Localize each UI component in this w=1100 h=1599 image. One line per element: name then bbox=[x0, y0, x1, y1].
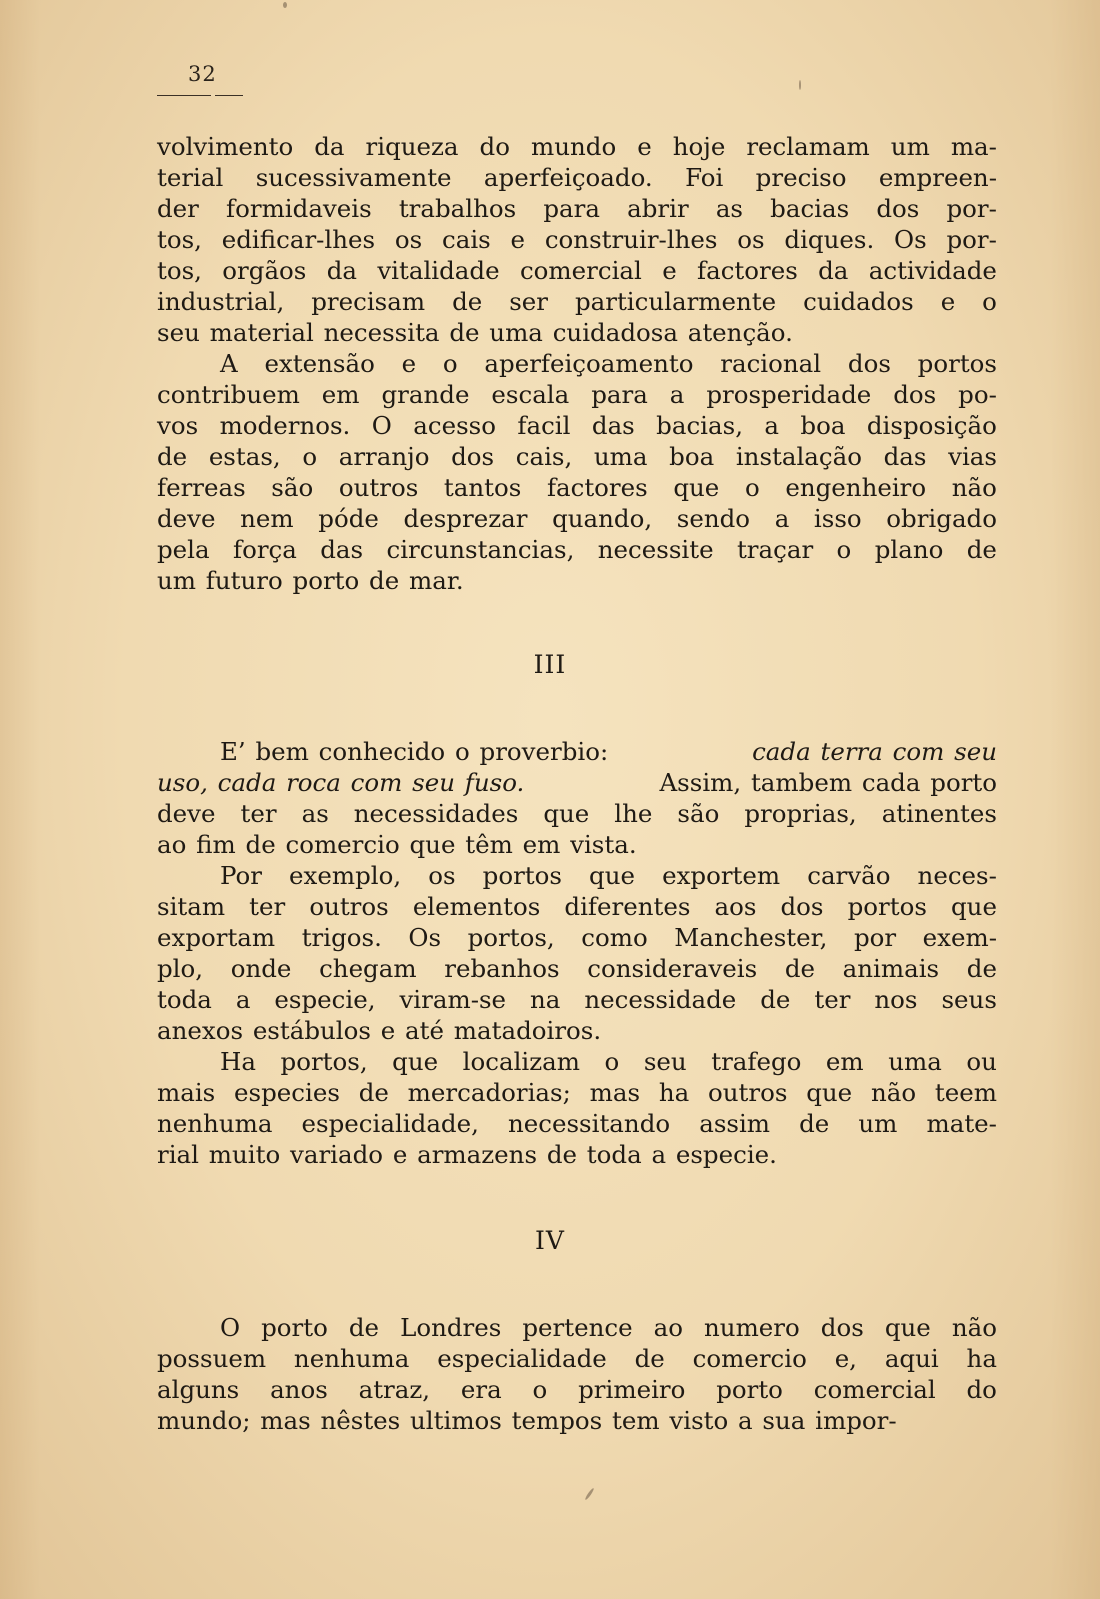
word: quando, bbox=[552, 504, 653, 533]
word: da bbox=[818, 256, 849, 285]
word: elementos bbox=[412, 892, 541, 921]
section-iii-text-block bbox=[157, 736, 997, 1170]
word: mate- bbox=[926, 1109, 997, 1138]
word: aos bbox=[714, 892, 757, 921]
page-number: 32 bbox=[188, 62, 217, 86]
word: por- bbox=[946, 194, 997, 223]
word: aperfeiçoado. bbox=[483, 163, 653, 192]
word: trabalhos bbox=[398, 194, 517, 223]
word: carvão bbox=[807, 861, 891, 890]
word: facil bbox=[517, 411, 571, 440]
word: trafego bbox=[711, 1047, 802, 1076]
word: tantos bbox=[443, 473, 522, 502]
word: em bbox=[321, 380, 360, 409]
word: pertence bbox=[522, 1313, 633, 1342]
word: dos bbox=[780, 892, 824, 921]
text-line: seu material necessita de uma cuidadosa atenção. bbox=[157, 318, 793, 347]
word: o bbox=[982, 287, 997, 316]
word: plo, bbox=[157, 954, 204, 983]
text-line: mundo; mas nêstes ultimos tempos tem visto a sua impor- bbox=[157, 1406, 897, 1435]
page-number-rule bbox=[157, 95, 243, 96]
word: portos bbox=[847, 892, 927, 921]
word: extensão bbox=[264, 349, 375, 378]
word: possuem bbox=[157, 1344, 267, 1373]
section-heading-iii: III bbox=[533, 650, 567, 679]
word: do bbox=[479, 132, 510, 161]
word: o bbox=[744, 473, 760, 502]
word: sucessivamente bbox=[255, 163, 452, 192]
word: O bbox=[220, 1313, 241, 1342]
word: outros bbox=[309, 892, 389, 921]
word: o bbox=[604, 1047, 620, 1076]
word: que bbox=[951, 892, 997, 921]
text-line: um futuro porto de mar. bbox=[157, 566, 464, 595]
word: são bbox=[677, 799, 720, 828]
word: o bbox=[442, 349, 458, 378]
word: dos bbox=[876, 194, 920, 223]
word: os bbox=[394, 225, 423, 254]
word: uma bbox=[593, 442, 648, 471]
word: ou bbox=[966, 1047, 997, 1076]
word: um bbox=[858, 1109, 898, 1138]
text-span: E’ bem conhecido o proverbio: bbox=[220, 737, 609, 766]
word: boa bbox=[800, 411, 846, 440]
text-line: rial muito variado e armazens de toda a especie. bbox=[157, 1140, 777, 1169]
word: circunstancias, bbox=[386, 535, 575, 564]
word: cais, bbox=[515, 442, 573, 471]
word: a bbox=[669, 380, 685, 409]
word: A bbox=[220, 349, 238, 378]
word: porto bbox=[261, 1313, 328, 1342]
text-line bbox=[157, 162, 997, 193]
text-line bbox=[157, 503, 997, 534]
word: ao bbox=[653, 1313, 683, 1342]
word: actividade bbox=[868, 256, 997, 285]
word: especialidade, bbox=[301, 1109, 479, 1138]
word: como bbox=[581, 923, 648, 952]
word: exportem bbox=[662, 861, 781, 890]
word: empreen- bbox=[878, 163, 997, 192]
word: ser bbox=[509, 287, 548, 316]
word: necessidade bbox=[584, 985, 737, 1014]
word: ter bbox=[814, 985, 851, 1014]
word: hoje bbox=[672, 132, 726, 161]
word: a bbox=[774, 504, 790, 533]
text-line bbox=[157, 953, 997, 984]
word: de bbox=[452, 287, 483, 316]
word: de bbox=[348, 1313, 380, 1342]
text-line bbox=[157, 441, 997, 472]
word: trigos. bbox=[301, 923, 382, 952]
text-line: ao fim de comercio que têm em vista. bbox=[157, 830, 637, 859]
word: seu bbox=[643, 1047, 687, 1076]
word: da bbox=[326, 256, 357, 285]
text-line bbox=[157, 379, 997, 410]
word: comercio bbox=[692, 1344, 807, 1373]
word: acesso bbox=[413, 411, 496, 440]
word: dos bbox=[451, 442, 495, 471]
text-line bbox=[157, 410, 997, 441]
word: e bbox=[637, 132, 652, 161]
word: exportam bbox=[157, 923, 276, 952]
text-line bbox=[157, 767, 997, 798]
word: isso bbox=[813, 504, 862, 533]
word: de bbox=[966, 535, 997, 564]
word: Os bbox=[894, 225, 927, 254]
word: que bbox=[673, 473, 720, 502]
section-heading-iv: IV bbox=[535, 1226, 565, 1255]
text-line bbox=[157, 984, 997, 1015]
word: necessidades bbox=[353, 799, 519, 828]
word: ter bbox=[240, 799, 277, 828]
word: os bbox=[428, 861, 456, 890]
word: aperfeiçoamento bbox=[484, 349, 694, 378]
word: arranjo bbox=[338, 442, 430, 471]
word: ma- bbox=[950, 132, 997, 161]
word: o bbox=[532, 1375, 548, 1404]
word: disposição bbox=[866, 411, 997, 440]
paper-speck bbox=[584, 1487, 594, 1500]
word: e bbox=[662, 256, 677, 285]
word: consideraveis bbox=[587, 954, 758, 983]
word: modernos. bbox=[219, 411, 351, 440]
text-line bbox=[157, 1374, 997, 1405]
word: de bbox=[799, 1109, 830, 1138]
word: de bbox=[634, 1344, 665, 1373]
word: der bbox=[157, 194, 199, 223]
word: seus bbox=[941, 985, 997, 1014]
word: póde bbox=[318, 504, 379, 533]
word: preciso bbox=[755, 163, 847, 192]
word: onde bbox=[230, 954, 292, 983]
word: de bbox=[358, 1078, 389, 1107]
word: deve bbox=[157, 504, 216, 533]
word: cais bbox=[442, 225, 491, 254]
word: para bbox=[591, 380, 648, 409]
text-line bbox=[157, 798, 997, 829]
word: não bbox=[951, 1313, 997, 1342]
word: deve bbox=[157, 799, 216, 828]
word: portos bbox=[917, 349, 997, 378]
italic-proverb-part-1: cada terra com seu bbox=[752, 737, 997, 766]
word: a bbox=[235, 985, 251, 1014]
word: de bbox=[157, 442, 188, 471]
text-line bbox=[157, 860, 997, 891]
word: animais bbox=[842, 954, 940, 983]
word: outros bbox=[708, 1078, 788, 1107]
word: prosperidade bbox=[706, 380, 872, 409]
word: as bbox=[301, 799, 329, 828]
word: construir-lhes bbox=[544, 225, 718, 254]
word: das bbox=[591, 411, 635, 440]
section-iv-text-block bbox=[157, 1312, 997, 1436]
word: vos bbox=[157, 411, 199, 440]
word: Os bbox=[408, 923, 442, 952]
word: que bbox=[806, 1078, 853, 1107]
text-line bbox=[157, 534, 997, 565]
word: de bbox=[784, 954, 816, 983]
word: as bbox=[715, 194, 744, 223]
word: outros bbox=[338, 473, 419, 502]
word: mais bbox=[157, 1078, 216, 1107]
word: desprezar bbox=[403, 504, 528, 533]
word: das bbox=[320, 535, 364, 564]
word: o bbox=[302, 442, 318, 471]
word: engenheiro bbox=[785, 473, 927, 502]
word: mas bbox=[589, 1078, 641, 1107]
word: porto bbox=[716, 1375, 783, 1404]
word: por- bbox=[946, 225, 997, 254]
text-line bbox=[157, 193, 997, 224]
word: e bbox=[940, 287, 956, 316]
word: instalação bbox=[735, 442, 862, 471]
word: factores bbox=[697, 256, 798, 285]
word: que bbox=[543, 799, 590, 828]
paper-speck bbox=[799, 80, 801, 90]
word: edificar-lhes bbox=[221, 225, 376, 254]
word: não bbox=[951, 473, 997, 502]
word: sendo bbox=[676, 504, 751, 533]
word: de bbox=[966, 954, 997, 983]
word: traçar bbox=[736, 535, 814, 564]
word: Por bbox=[220, 861, 262, 890]
word: e bbox=[510, 225, 526, 254]
word: que bbox=[589, 861, 636, 890]
word: comercial bbox=[519, 256, 642, 285]
word: Manchester, bbox=[674, 923, 828, 952]
word: tos, bbox=[157, 256, 202, 285]
word: O bbox=[371, 411, 392, 440]
word: e bbox=[401, 349, 417, 378]
word: nos bbox=[874, 985, 918, 1014]
text-line bbox=[157, 1108, 997, 1139]
word: que bbox=[884, 1313, 931, 1342]
word: exemplo, bbox=[289, 861, 402, 890]
word: uma bbox=[888, 1047, 942, 1076]
word: necessitando bbox=[507, 1109, 671, 1138]
word: nenhuma bbox=[293, 1344, 410, 1373]
word: contribuem bbox=[157, 380, 300, 409]
word: plano bbox=[874, 535, 944, 564]
word: abrir bbox=[627, 194, 689, 223]
word: pela bbox=[157, 535, 210, 564]
word: numero bbox=[704, 1313, 800, 1342]
word: racional bbox=[720, 349, 822, 378]
word: Foi bbox=[685, 163, 724, 192]
word: não bbox=[870, 1078, 917, 1107]
word: mercadorias; bbox=[407, 1078, 571, 1107]
word: portos, bbox=[467, 923, 555, 952]
word: nem bbox=[240, 504, 294, 533]
word: era bbox=[460, 1375, 502, 1404]
word: exem- bbox=[922, 923, 997, 952]
word: escala bbox=[491, 380, 570, 409]
word: são bbox=[271, 473, 314, 502]
paper-speck bbox=[283, 2, 287, 8]
word: rebanhos bbox=[444, 954, 560, 983]
word: o bbox=[836, 535, 852, 564]
word: lhe bbox=[614, 799, 653, 828]
intro-text-block bbox=[157, 131, 997, 596]
word: dos bbox=[847, 349, 891, 378]
text-line bbox=[157, 1077, 997, 1108]
word: sitam bbox=[157, 892, 226, 921]
word: riqueza bbox=[365, 132, 459, 161]
word: em bbox=[825, 1047, 864, 1076]
word: por bbox=[853, 923, 897, 952]
word: ter bbox=[249, 892, 286, 921]
word: para bbox=[543, 194, 600, 223]
word: bacias bbox=[770, 194, 850, 223]
word: alguns bbox=[157, 1375, 240, 1404]
word: vitalidade bbox=[377, 256, 500, 285]
word: atraz, bbox=[358, 1375, 431, 1404]
text-line bbox=[157, 131, 997, 162]
word: força bbox=[233, 535, 297, 564]
word: proprias, bbox=[744, 799, 857, 828]
text-line bbox=[157, 348, 997, 379]
text-line bbox=[157, 736, 997, 767]
word: portos, bbox=[280, 1047, 368, 1076]
word: Ha bbox=[220, 1047, 256, 1076]
word: que bbox=[392, 1047, 439, 1076]
word: nenhuma bbox=[157, 1109, 273, 1138]
word: dos bbox=[893, 380, 937, 409]
word: terial bbox=[157, 163, 224, 192]
text-span: Assim, tambem cada porto bbox=[659, 768, 997, 797]
text-line bbox=[157, 255, 997, 286]
word: estas, bbox=[208, 442, 281, 471]
word: cuidados bbox=[803, 287, 914, 316]
word: especialidade bbox=[437, 1344, 607, 1373]
word: especies bbox=[234, 1078, 340, 1107]
word: da bbox=[314, 132, 345, 161]
word: ferreas bbox=[157, 473, 246, 502]
word: volvimento bbox=[157, 132, 294, 161]
word: atinentes bbox=[881, 799, 997, 828]
word: tos, bbox=[157, 225, 202, 254]
word: portos bbox=[482, 861, 562, 890]
word: aqui bbox=[884, 1344, 939, 1373]
word: bacias, bbox=[656, 411, 743, 440]
text-line bbox=[157, 891, 997, 922]
text-line: anexos estábulos e até matadoiros. bbox=[157, 1016, 602, 1045]
word: na bbox=[530, 985, 561, 1014]
word: dos bbox=[820, 1313, 864, 1342]
word: reclamam bbox=[746, 132, 870, 161]
word: os bbox=[737, 225, 765, 254]
word: especie, bbox=[274, 985, 376, 1014]
word: formidaveis bbox=[226, 194, 372, 223]
word: teem bbox=[934, 1078, 997, 1107]
text-line bbox=[157, 1312, 997, 1343]
word: diferentes bbox=[564, 892, 691, 921]
word: particularmente bbox=[574, 287, 777, 316]
text-line bbox=[157, 472, 997, 503]
text-line bbox=[157, 286, 997, 317]
word: Londres bbox=[400, 1313, 502, 1342]
word: vias bbox=[948, 442, 997, 471]
text-line bbox=[157, 1343, 997, 1374]
word: a bbox=[764, 411, 780, 440]
word: obrigado bbox=[886, 504, 997, 533]
word: de bbox=[760, 985, 791, 1014]
italic-proverb-part-2: uso, cada roca com seu fuso. bbox=[157, 768, 525, 797]
word: chegam bbox=[319, 954, 417, 983]
word: mundo bbox=[530, 132, 617, 161]
word: factores bbox=[546, 473, 648, 502]
word: toda bbox=[157, 985, 212, 1014]
word: primeiro bbox=[578, 1375, 686, 1404]
word: e, bbox=[834, 1344, 857, 1373]
text-line bbox=[157, 922, 997, 953]
word: um bbox=[890, 132, 930, 161]
word: assim bbox=[699, 1109, 771, 1138]
word: precisam bbox=[311, 287, 426, 316]
word: boa bbox=[669, 442, 715, 471]
word: do bbox=[966, 1375, 997, 1404]
word: ha bbox=[966, 1344, 997, 1373]
word: das bbox=[883, 442, 927, 471]
word: orgãos bbox=[222, 256, 307, 285]
word: neces- bbox=[917, 861, 997, 890]
word: industrial, bbox=[157, 287, 285, 316]
word: diques. bbox=[784, 225, 875, 254]
text-line bbox=[157, 224, 997, 255]
word: ha bbox=[658, 1078, 690, 1107]
word: comercial bbox=[813, 1375, 936, 1404]
word: localizam bbox=[462, 1047, 580, 1076]
word: po- bbox=[958, 380, 997, 409]
word: grande bbox=[381, 380, 470, 409]
word: necessite bbox=[597, 535, 714, 564]
word: viram-se bbox=[399, 985, 507, 1014]
word: anos bbox=[270, 1375, 328, 1404]
text-line bbox=[157, 1046, 997, 1077]
